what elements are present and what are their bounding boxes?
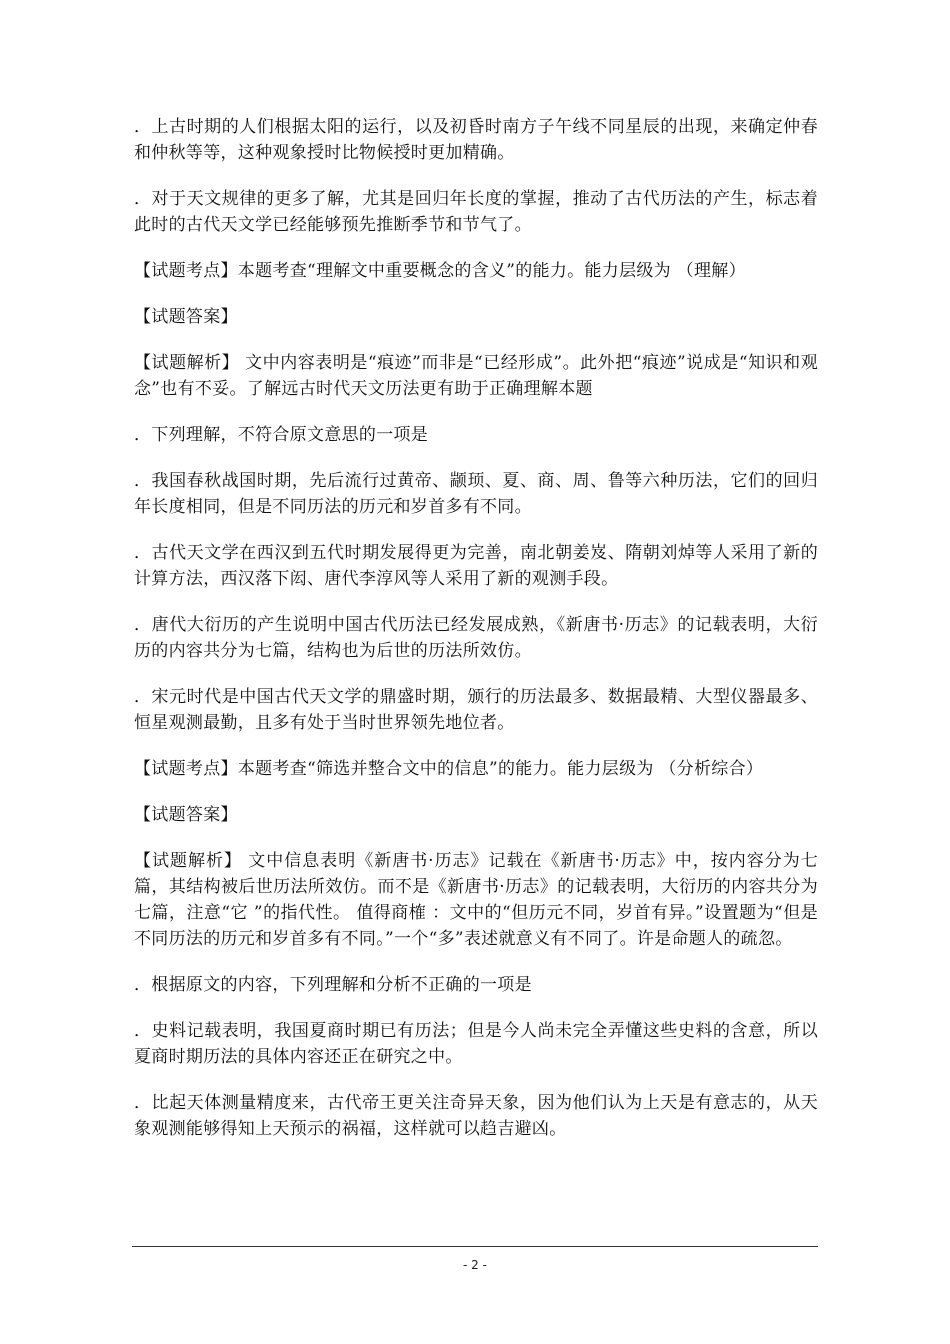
paragraph-option: ．我国春秋战国时期，先后流行过黄帝、颛顼、夏、商、周、鲁等六种历法，它们的回归年长度相同，但是不同历法的历元和岁首多有不同。	[134, 471, 818, 517]
paragraph-analysis: 【试题解析】 文中内容表明是“痕迹”而非是“已经形成”。此外把“痕迹”说成是“知识和观念”也有不妥。了解远古时代天文历法更有助于正确理解本题	[134, 353, 818, 399]
page-number: - 2 -	[463, 1258, 487, 1272]
paragraph-exam-point: 【试题考点】本题考查“筛选并整合文中的信息”的能力。能力层级为 （分析综合）	[134, 759, 764, 779]
paragraph-option: ．史料记载表明，我国夏商时期已有历法；但是今人尚未完全弄懂这些史料的含意，所以夏商时期历法的具体内容还正在研究之中。	[134, 1021, 818, 1067]
paragraph-option: ．古代天文学在西汉到五代时期发展得更为完善，南北朝姜岌、隋朝刘焯等人采用了新的计算方法，西汉落下闳、唐代李淳风等人采用了新的观测手段。	[134, 543, 818, 589]
paragraph-exam-point: 【试题考点】本题考查“理解文中重要概念的含义”的能力。能力层级为 （理解）	[134, 261, 746, 281]
paragraph-answer-heading: 【试题答案】	[134, 805, 238, 825]
page-content	[134, 114, 818, 1162]
paragraph-option: ．对于天文规律的更多了解，尤其是回归年长度的掌握，推动了古代历法的产生，标志着此时的古代天文学已经能够预先推断季节和节气了。	[134, 189, 818, 235]
paragraph-answer-heading: 【试题答案】	[134, 307, 238, 327]
paragraph-option: ．比起天体测量精度来，古代帝王更关注奇异天象，因为他们认为上天是有意志的，从天象观测能够得知上天预示的祸福，这样就可以趋吉避凶。	[134, 1093, 818, 1139]
paragraph-option: ．上古时期的人们根据太阳的运行，以及初昏时南方子午线不同星辰的出现，来确定仲春和仲秋等等，这种观象授时比物候授时更加精确。	[134, 117, 818, 163]
paragraph-option: ．宋元时代是中国古代天文学的鼎盛时期，颁行的历法最多、数据最精、大型仪器最多、恒星观测最勤，且多有处于当时世界领先地位者。	[134, 687, 818, 733]
paragraph-question: ．下列理解，不符合原文意思的一项是	[134, 425, 429, 445]
paragraph-option: ．唐代大衍历的产生说明中国古代历法已经发展成熟，《新唐书·历志》的记载表明，大衍历的内容共分为七篇，结构也为后世的历法所效仿。	[134, 615, 818, 661]
paragraph-analysis: 【试题解析】 文中信息表明《新唐书·历志》记载在《新唐书·历志》中，按内容分为七篇，其结构被后世历法所效仿。而不是《新唐书·历志》的记载表明，大衍历的内容共分为七篇，注意“它 ”的指代性。 值得商榷 ：文中的“但历元不同，岁首有异。”设置题为“但是不同历法的历元和岁首多有不同。”一个“多”表述就意义有不同了。许是命题人的疏忽。	[134, 851, 818, 949]
paragraph-question: ．根据原文的内容，下列理解和分析不正确的一项是	[134, 975, 532, 995]
footer-divider	[132, 1246, 818, 1247]
